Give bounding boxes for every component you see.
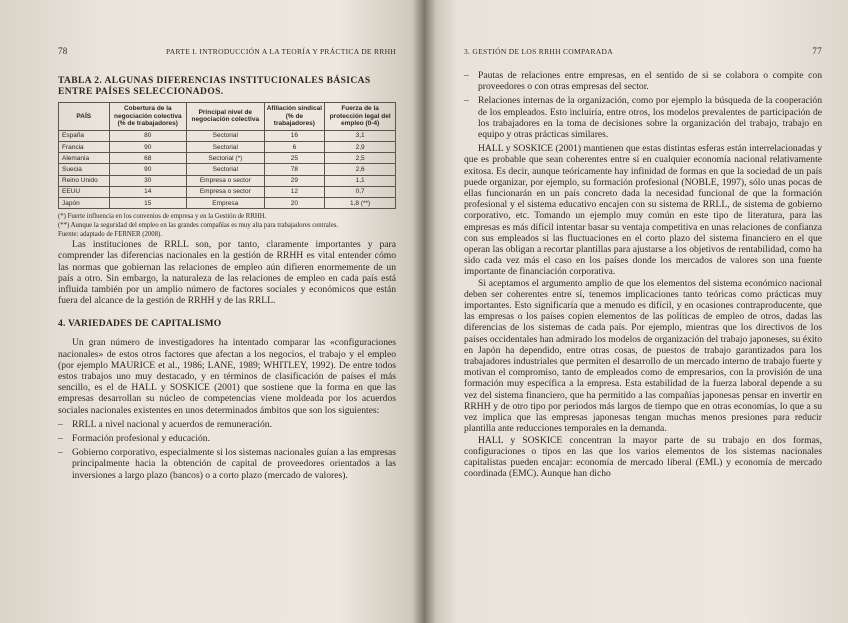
table-cell-country: Alemania [59,153,110,164]
list-item: – Relaciones internas de la organización, como por ejemplo la búsqueda de la cooperación de los empleados. Esto incluiría, entre otros, los modelos prevalentes de participación de los trabajadores en la toma de decisiones sobre la organización del trabajo, trabajo en equipo y otras prácticas similares. [464,95,822,140]
right-page-number: 77 [812,46,822,56]
table-cell: 29 [264,175,325,186]
table-cell: Sectorial [187,141,265,152]
table-note: (**) Aunque la seguridad del empleo en las grandes compañías es muy alta para trabajadores centrales. [58,222,339,230]
table-cell: Sectorial [187,130,265,141]
table-header-cell: Cobertura de la negociación colectiva (% de trabajadores) [109,103,187,131]
table-cell-country: España [59,130,110,141]
right-running-head-text: 3. GESTIÓN DE LOS RRHH COMPARADA [464,47,613,56]
table-cell: 0,7 [325,186,396,197]
table-row [59,164,396,175]
table-cell-country: Japón [59,197,110,208]
table-cell-country: EEUU [59,186,110,197]
table-cell: 1,8 (**) [325,197,396,208]
right-paragraph: Si aceptamos el argumento amplio de que los elementos del sistema económico nacional deben ser coherentes entre sí, tenemos implicaciones tanto teóricas como prácticas muy importantes. Esto significaría que a menudo es difícil, y en ocasiones contraproducente, que las empresas o los países copien elementos de las políticas de empleo de otros, dadas las diferencias de los sistemas de cada país. Por ejemplo, mientras que los directivos de los países occidentales han admirado los modelos de organización del trabajo japoneses, su éxito en Japón ha dependido, entre otras cosas, de puestos de trabajo garantizados para los trabajadores industriales que permiten el desarrollo de un mercado interno de trabajo fuerte y motivan el compromiso, tanto de empleados como de empresarios, con la provisión de una formación muy específica a la empresa. Esta estabilidad de la fuerza laboral depende a su vez del sistema financiero, que ha permitido a las compañías japonesas pensar en invertir en RRHH y de otro tipo por periodos más largos de tiempo que en otras economías, lo que a su vez implica que las empresas japonesas tengan muchas menos presiones para reducir plantilla ante reducciones temporales en la demanda. [464,277,822,435]
table-cell: 1,1 [325,175,396,186]
table-notes [58,212,396,239]
table-row [59,153,396,164]
right-page [424,0,848,623]
table-cell: 30 [109,175,187,186]
table-cell: Empresa [187,197,265,208]
right-running-head [464,46,822,56]
table-cell: 90 [109,141,187,152]
table-row [59,197,396,208]
table-row [59,130,396,141]
table-cell: Sectorial (*) [187,153,265,164]
section-heading: 4. VARIEDADES DE CAPITALISMO [58,318,222,330]
table-cell: 16 [264,130,325,141]
table-title: TABLA 2. ALGUNAS DIFERENCIAS INSTITUCIONALES BÁSICAS ENTRE PAÍSES SELECCIONADOS. [58,76,371,97]
table-cell: 15 [109,197,187,208]
institutional-differences-table [58,102,396,209]
table-header-cell: Fuerza de la protección legal del empleo (0-4) [325,103,396,131]
table-cell: 78 [264,164,325,175]
table-cell: 6 [264,141,325,152]
left-running-head-text: PARTE I. INTRODUCCIÓN A LA TEORÍA Y PRÁCTICA DE RRHH [165,47,396,56]
table-cell: 20 [264,197,325,208]
list-item: – RRLL a nivel nacional y acuerdos de remuneración. [58,419,396,430]
left-paragraph: Las instituciones de RRLL son, por tanto, claramente importantes y para comprender las diferencias nacionales en la gestión de RRHH es vital entender cómo las normas que gobiernan las relaciones de empleo aún difieren enormemente de un país a otro. Sin embargo, la naturaleza de las relaciones de empleo en cada país está influida también por un amplio número de factores sociales y económicos que están fuera del alcance de la gestión de RRHH y de las RRLL. [58,239,396,307]
table-cell: 25 [264,153,325,164]
table-header-cell: PAÍS [59,103,110,131]
table-row [59,141,396,152]
table-cell: Empresa o sector [187,186,265,197]
table-header-row [59,103,396,131]
left-running-head [58,46,396,56]
table-header-cell: Afiliación sindical (% de trabajadores) [264,103,325,131]
table-cell-country: Suecia [59,164,110,175]
left-paragraph: Un gran número de investigadores ha intentado comparar las «configuraciones nacionales» de estos otros factores que afectan a los negocios, el trabajo y el empleo (por ejemplo MAURICE et al., 1986; LANE, 1989; WHITLEY, 1992). De entre todos estos trabajos uno muy destacado, y en términos de clasificación de países el más sencillo, es el de HALL y SOSKICE (2001) que sostiene que la forma en que las empresas desarrollan su núcleo de competencias viene moldeada por los acuerdos sociales nacionales existentes en unos determinados ámbitos que son los siguientes: [58,337,396,416]
table-cell: 2,6 [325,164,396,175]
table-cell: 2,5 [325,153,396,164]
table-note: (*) Fuerte influencia en los convenios de empresa y en la Gestión de RRHH. [58,213,267,221]
list-item: – Formación profesional y educación. [58,433,396,444]
right-paragraph: HALL y SOSKICE concentran la mayor parte de su trabajo en dos formas, configuraciones o tipos en las que los varios elementos de los sistemas nacionales capitalistas pueden encajar: economía de mercado liberal (EML) y economía de mercado coordinada (EMC). Aunque han dicho [464,434,822,480]
list-item: – Pautas de relaciones entre empresas, en el sentido de si se colabora o compite con proveedores o con otras empresas del sector. [464,70,822,92]
table-cell-country: Francia [59,141,110,152]
table-cell: 68 [109,153,187,164]
table-cell: 90 [109,164,187,175]
right-bullet-list [464,70,822,140]
table-header-cell: Principal nivel de negociación colectiva [187,103,265,131]
table-source: Fuente: adaptado de FERNER (2008). [58,231,163,239]
table-cell: 12 [264,186,325,197]
list-item: – Gobierno corporativo, especialmente si los sistemas nacionales guían a las empresas principalmente hacia la obtención de capital de proveedores orientados a las inversiones a largo plazo (bancos) o a corto plazo (mercado de valores). [58,447,396,481]
left-page-number: 78 [58,46,68,56]
left-bullet-list [58,419,396,481]
table-cell: Sectorial [187,164,265,175]
table-row [59,175,396,186]
table-row [59,186,396,197]
table-cell: Empresa o sector [187,175,265,186]
table-cell: 2,9 [325,141,396,152]
table-cell: 14 [109,186,187,197]
table-cell: 3,1 [325,130,396,141]
table-cell-country: Reino Unido [59,175,110,186]
right-paragraph: HALL y SOSKICE (2001) mantienen que estas distintas esferas están interrelacionadas y que es probable que sean coherentes entre sí en cualquier economía nacional relativamente exitosa. Es decir, aunque teóricamente hay infinidad de formas en que la sociedad de un país puede organizar, por ejemplo, su formación profesional (NOBLE, 1997), sólo unas pocas de ellas funcionarán en un país concreto dada la necesidad funcional de que la formación profesional y el sistema educativo encajen con su sistema de RRLL, de sistema de gobierno corporativo, etc. Tomando un ejemplo muy común en este tipo de literatura, para las empresas es más difícil intentar basar su ventaja competitiva en unas relaciones de confianza con sus empleados si las fluctuaciones en el corto plazo del sistema financiero en el que operan las obligan a recortar plantillas para ajustarse a los objetivos de rentabilidad, como ha sido cada vez más el caso en los países donde los mercados de valores son una fuente importante de financiación corporativa. [464,143,822,278]
table-cell: 80 [109,130,187,141]
